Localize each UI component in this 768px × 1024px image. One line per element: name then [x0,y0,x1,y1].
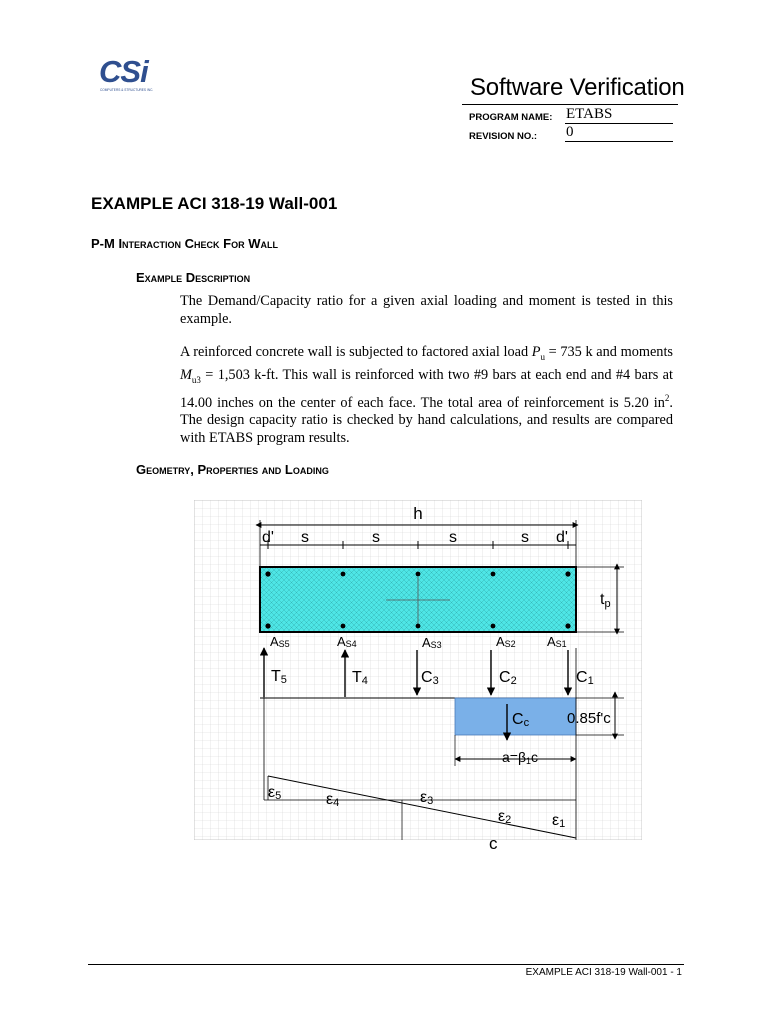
csi-logo [98,54,160,94]
description-paragraph-1: The Demand/Capacity ratio for a given axial loading and moment is tested in this example. [180,293,673,327]
dim-d-left: d' [262,529,274,546]
c3-label: C3 [421,669,439,687]
c1-label: C1 [576,669,594,687]
dim-s-3: s [449,529,457,546]
example-description-heading: Example Description [136,270,251,285]
t5-label: T5 [271,668,287,686]
description-paragraph-2 [180,343,673,447]
mu-subscript: u3 [191,374,201,385]
eps3-label: ε3 [420,789,434,807]
dim-h-label: h [413,504,423,523]
as2-label: AS2 [496,634,516,649]
dim-d-right: d' [556,529,568,546]
as5-label: AS5 [270,634,290,649]
eps2-label: ε2 [498,808,512,826]
cc-label: Cc [512,711,530,729]
dim-c-label: c [489,834,498,853]
geometry-heading: Geometry, Properties and Loading [136,462,329,477]
program-name-label: PROGRAM NAME: [469,112,553,123]
section-title: P-M Interaction Check For Wall [91,236,278,251]
para2-text-2: = 735 k and moments [544,344,673,360]
revision-value: 0 [566,124,574,140]
footer-text: EXAMPLE ACI 318-19 Wall-001 - 1 [525,967,682,978]
t4-label: T4 [352,669,368,687]
as4-label: AS4 [337,634,357,649]
program-name-value: ETABS [566,106,613,122]
eps5-label: ε5 [268,784,282,802]
revision-underline [565,141,673,142]
page-header-title: Software Verification [470,74,685,101]
dim-tp-label: tp [600,591,611,610]
pu-symbol: P [531,344,541,360]
grid-background [194,500,642,840]
eps4-label: ε4 [326,791,340,809]
fc-label: 0.85f'c [567,710,611,727]
dim-s-4: s [521,529,529,546]
para2-text-3: = 1,503 k-ft. This wall is reinforced with two #9 bars at each end and #4 bars at 14.00 inches on the center of each face. The total area of reinforcement is 5.20 in [180,366,673,411]
para2-text-4: . The design capacity ratio is checked by hand calculations, and results are compared with ETABS program results. [180,394,673,447]
footer-rule [88,964,684,965]
as1-label: AS1 [547,634,567,649]
dim-s-2: s [372,529,380,546]
pu-subscript: u [540,351,545,362]
dim-s-1: s [301,529,309,546]
program-name-underline [565,123,673,124]
logo-text: CSi [99,54,148,89]
dim-a-label: a=β1c [502,749,539,766]
logo-tagline: COMPUTERS & STRUCTURES INC. [100,88,154,92]
revision-label: REVISION NO.: [469,131,538,142]
mu-symbol: M [180,366,192,383]
para2-text-1: A reinforced concrete wall is subjected to factored axial load [180,344,532,360]
as3-label: AS3 [422,635,442,650]
wall-section-figure [194,500,642,840]
eps1-label: ε1 [552,812,566,830]
area-superscript: 2 [664,392,670,403]
example-title: EXAMPLE ACI 318-19 Wall-001 [91,194,338,213]
c2-label: C2 [499,669,517,687]
header-rule [462,104,678,105]
